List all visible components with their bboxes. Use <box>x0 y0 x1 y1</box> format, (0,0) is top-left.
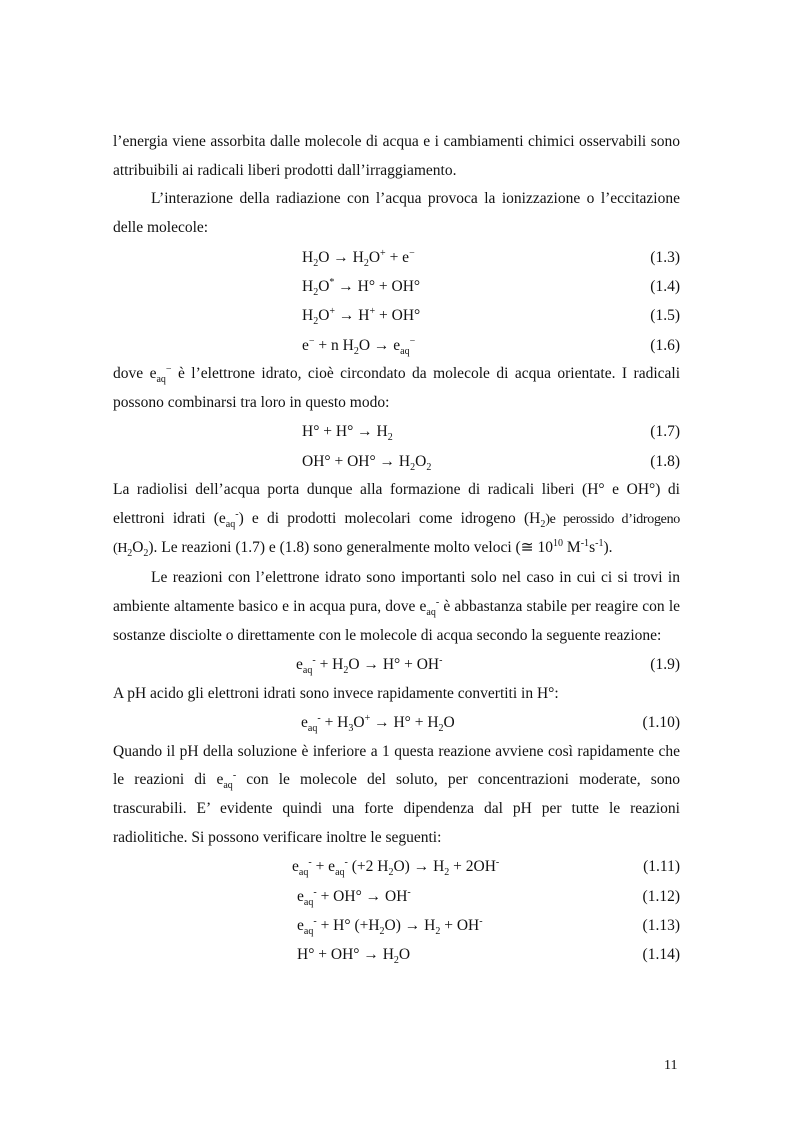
equation-1-12 <box>113 882 680 911</box>
paragraph-interaction: L’interazione della radiazione con l’acqua provoca la ionizzazione o l’eccitazione delle molecole: <box>113 190 680 237</box>
equation-number: (1.9) <box>650 656 680 674</box>
equation-number: (1.5) <box>650 307 680 325</box>
equation-1-14 <box>113 940 680 969</box>
equation-number: (1.4) <box>650 278 680 296</box>
equation-number: (1.8) <box>650 452 680 470</box>
paragraph-hydrated-reactions: Le reazioni con l’elettrone idrato sono importanti solo nel caso in cui ci si trovi in ambiente altamente basico e in acqua pura, dove $e_{aq}^-$ è abbastanza stabile per reagire con le sostanze disciolte o direttamente con le molecole di acqua secondo la seguente reazione: <box>113 569 680 644</box>
equation-number: (1.10) <box>642 714 680 732</box>
paragraph-hydrated-electron: dove $e_{aq}^-$ è l’elettrone idrato, cioè circondato da molecole di acqua orientate. I radicali possono combinarsi tra loro in questo modo: <box>113 363 680 411</box>
paragraph-intro: l’energia viene assorbita dalle molecole di acqua e i cambiamenti chimici osservabili sono attribuibili ai radicali liberi prodotti dall’irraggiamento. <box>113 133 680 179</box>
equation-number: (1.14) <box>642 946 680 964</box>
equation-formula: $H_2O^+ \to H^+ + OH^\circ$ <box>302 306 421 328</box>
equation-formula: $e_{aq}^- + H_2O \to H^\circ + OH^-$ <box>296 655 443 677</box>
equation-1-13 <box>113 911 680 940</box>
equation-formula: $e_{aq}^- + H_3O^+ \to H^\circ + H_2O$ <box>301 713 455 735</box>
equation-formula: $e_{aq}^- + OH^\circ \to OH^-$ <box>297 886 411 908</box>
equation-formula: $OH^\circ + OH^\circ \to H_2O_2$ <box>302 452 432 473</box>
equation-formula: e− + n $H_2O \to e_{aq}^-$ <box>302 335 416 357</box>
equation-1-9 <box>113 650 680 679</box>
equation-formula: $H_2O^* \to H^\circ + OH^\circ$ <box>302 276 421 299</box>
equation-formula: $H^\circ + H^\circ \to H_2$ <box>302 423 393 444</box>
equation-1-7 <box>113 417 680 446</box>
equation-number: (1.11) <box>643 858 680 876</box>
equation-1-8 <box>113 447 680 476</box>
equation-formula: $H^\circ + OH^\circ \to H_2O$ <box>297 946 411 967</box>
equation-number: (1.13) <box>642 916 680 934</box>
equation-1-6 <box>113 331 680 360</box>
equation-formula: $e_{aq}^- + e_{aq}^-$ (+2 $H_2O) \to H_2 + 2OH^-$ <box>292 857 500 879</box>
paragraph-acid-ph: A pH acido gli elettroni idrati sono invece rapidamente convertiti in H°: <box>113 684 559 702</box>
page-number: 11 <box>664 1058 678 1073</box>
equation-1-11 <box>113 852 680 881</box>
equation-number: (1.12) <box>642 887 680 905</box>
equation-number: (1.7) <box>650 423 680 441</box>
equation-1-10 <box>113 708 680 737</box>
equation-1-3 <box>113 243 680 272</box>
equation-1-5 <box>113 301 680 330</box>
paragraph-ph-dependence: Quando il pH della soluzione è inferiore a 1 questa reazione avviene così rapidamente che le reazioni di $e_{aq}^-$ con le molecole del soluto, per concentrazioni moderate, sono trascurabili. E’ evidente quindi una forte dipendenza dal pH per tutte le reazioni radiolitiche. Si possono verificare inoltre le seguenti: <box>113 742 681 846</box>
body-text <box>113 128 680 970</box>
equation-number: (1.3) <box>650 248 680 266</box>
equation-1-4 <box>113 272 680 301</box>
equation-number: (1.6) <box>650 336 680 354</box>
paragraph-radiolysis: La radiolisi dell’acqua porta dunque alla formazione di radicali liberi (H° e OH°) di elettroni idrati $(e_{aq}^-)$ e di prodotti molecolari come idrogeno $(H_2)e$ perossido d’idrogeno $(H_2O_2)$. Le reazioni (1.7) e (1.8) sono generalmente molto veloci (≅ $10^{10}$ $M^{-1}s^{-1}$). <box>113 481 680 560</box>
equation-formula: $e_{aq}^- + H^\circ$ $(+H_2O) \to H_2 + OH^-$ <box>297 915 483 938</box>
equation-formula: $H_2O \to H_2O^+ + e^-$ <box>302 247 415 269</box>
